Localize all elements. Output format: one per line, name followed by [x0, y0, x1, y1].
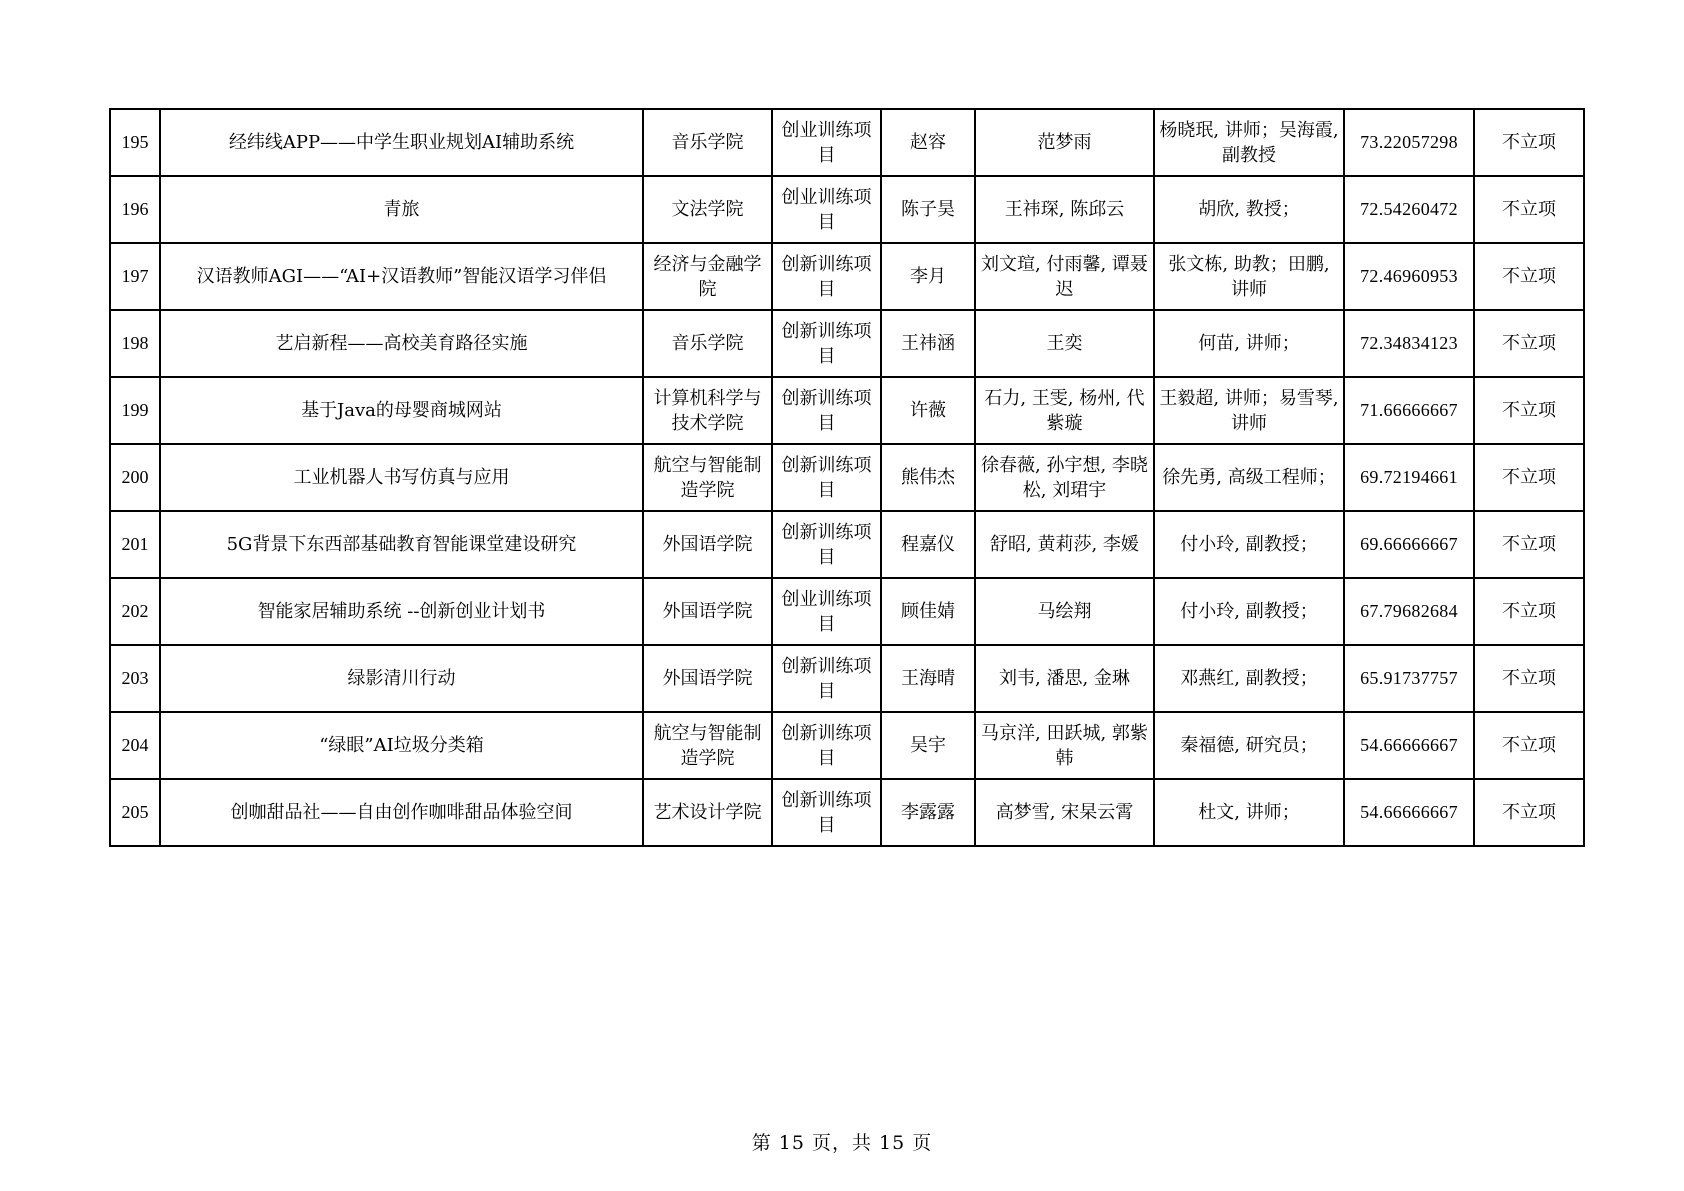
advisor-info-cell: 秦福德, 研究员；: [1154, 712, 1344, 779]
advisor-info-cell: 徐先勇, 高级工程师；: [1154, 444, 1344, 511]
college-name-cell: 外国语学院: [643, 645, 772, 712]
team-members-cell: 刘文瑄, 付雨馨, 谭聂迟: [975, 243, 1154, 310]
team-members-cell: 高梦雪, 宋杲云霄: [975, 779, 1154, 846]
review-score-cell: 71.66666667: [1344, 377, 1474, 444]
college-name-cell: 外国语学院: [643, 578, 772, 645]
advisor-info-cell: 付小玲, 副教授；: [1154, 511, 1344, 578]
review-score-cell: 72.46960953: [1344, 243, 1474, 310]
approval-result-cell: 不立项: [1474, 779, 1584, 846]
team-members-cell: 王奕: [975, 310, 1154, 377]
team-members-cell: 王祎琛, 陈邱云: [975, 176, 1154, 243]
approval-result-cell: 不立项: [1474, 444, 1584, 511]
project-leader-cell: 李露露: [881, 779, 975, 846]
project-type-cell: 创新训练项目: [772, 444, 881, 511]
project-type-cell: 创新训练项目: [772, 377, 881, 444]
project-type-cell: 创新训练项目: [772, 310, 881, 377]
college-name-cell: 文法学院: [643, 176, 772, 243]
review-score-cell: 54.66666667: [1344, 712, 1474, 779]
team-members-cell: 马京洋, 田跃城, 郭紫韩: [975, 712, 1154, 779]
table-row: [110, 645, 1584, 712]
advisor-info-cell: 杨晓珉, 讲师；吴海霞, 副教授: [1154, 109, 1344, 176]
approval-result-cell: 不立项: [1474, 243, 1584, 310]
project-name-cell: 绿影清川行动: [160, 645, 643, 712]
page-number-footer: 第 15 页，共 15 页: [751, 1132, 933, 1154]
project-leader-cell: 王海晴: [881, 645, 975, 712]
college-name-cell: 航空与智能制造学院: [643, 444, 772, 511]
row-number-cell: 203: [110, 645, 160, 712]
row-number-cell: 195: [110, 109, 160, 176]
team-members-cell: 刘韦, 潘思, 金琳: [975, 645, 1154, 712]
advisor-info-cell: 付小玲, 副教授；: [1154, 578, 1344, 645]
advisor-info-cell: 胡欣, 教授；: [1154, 176, 1344, 243]
project-type-cell: 创业训练项目: [772, 109, 881, 176]
table-row: [110, 310, 1584, 377]
advisor-info-cell: 王毅超, 讲师；易雪琴, 讲师: [1154, 377, 1344, 444]
project-leader-cell: 陈子昊: [881, 176, 975, 243]
review-score-cell: 67.79682684: [1344, 578, 1474, 645]
table-row: [110, 444, 1584, 511]
team-members-cell: 石力, 王雯, 杨州, 代紫璇: [975, 377, 1154, 444]
college-name-cell: 艺术设计学院: [643, 779, 772, 846]
project-type-cell: 创业训练项目: [772, 176, 881, 243]
project-name-cell: 青旅: [160, 176, 643, 243]
project-name-cell: “绿眼”AI垃圾分类箱: [160, 712, 643, 779]
team-members-cell: 范梦雨: [975, 109, 1154, 176]
table-row: [110, 511, 1584, 578]
college-name-cell: 经济与金融学院: [643, 243, 772, 310]
college-name-cell: 航空与智能制造学院: [643, 712, 772, 779]
table-row: [110, 377, 1584, 444]
project-name-cell: 汉语教师AGI——“AI+汉语教师”智能汉语学习伴侣: [160, 243, 643, 310]
review-score-cell: 69.66666667: [1344, 511, 1474, 578]
table-row: [110, 779, 1584, 846]
team-members-cell: 舒昭, 黄莉莎, 李媛: [975, 511, 1154, 578]
advisor-info-cell: 杜文, 讲师；: [1154, 779, 1344, 846]
project-leader-cell: 李月: [881, 243, 975, 310]
approval-result-cell: 不立项: [1474, 176, 1584, 243]
table-row: [110, 712, 1584, 779]
advisor-info-cell: 张文栋, 助教；田鹏, 讲师: [1154, 243, 1344, 310]
row-number-cell: 201: [110, 511, 160, 578]
project-type-cell: 创新训练项目: [772, 243, 881, 310]
college-name-cell: 音乐学院: [643, 310, 772, 377]
college-name-cell: 计算机科学与技术学院: [643, 377, 772, 444]
approval-result-cell: 不立项: [1474, 578, 1584, 645]
project-name-cell: 智能家居辅助系统 --创新创业计划书: [160, 578, 643, 645]
advisor-info-cell: 邓燕红, 副教授；: [1154, 645, 1344, 712]
project-leader-cell: 王祎涵: [881, 310, 975, 377]
approval-result-cell: 不立项: [1474, 310, 1584, 377]
row-number-cell: 196: [110, 176, 160, 243]
project-leader-cell: 顾佳婧: [881, 578, 975, 645]
row-number-cell: 199: [110, 377, 160, 444]
row-number-cell: 202: [110, 578, 160, 645]
project-name-cell: 创咖甜品社——自由创作咖啡甜品体验空间: [160, 779, 643, 846]
project-name-cell: 经纬线APP——中学生职业规划AI辅助系统: [160, 109, 643, 176]
approval-result-cell: 不立项: [1474, 712, 1584, 779]
project-name-cell: 艺启新程——高校美育路径实施: [160, 310, 643, 377]
row-number-cell: 198: [110, 310, 160, 377]
review-score-cell: 72.54260472: [1344, 176, 1474, 243]
approval-result-cell: 不立项: [1474, 511, 1584, 578]
advisor-info-cell: 何苗, 讲师；: [1154, 310, 1344, 377]
project-type-cell: 创新训练项目: [772, 712, 881, 779]
table-row: [110, 578, 1584, 645]
project-leader-cell: 熊伟杰: [881, 444, 975, 511]
project-leader-cell: 吴宇: [881, 712, 975, 779]
project-type-cell: 创新训练项目: [772, 645, 881, 712]
row-number-cell: 200: [110, 444, 160, 511]
row-number-cell: 205: [110, 779, 160, 846]
college-name-cell: 音乐学院: [643, 109, 772, 176]
table-row: [110, 176, 1584, 243]
review-score-cell: 69.72194661: [1344, 444, 1474, 511]
project-name-cell: 工业机器人书写仿真与应用: [160, 444, 643, 511]
table-row: [110, 243, 1584, 310]
approval-result-cell: 不立项: [1474, 645, 1584, 712]
row-number-cell: 197: [110, 243, 160, 310]
project-name-cell: 5G背景下东西部基础教育智能课堂建设研究: [160, 511, 643, 578]
review-score-cell: 72.34834123: [1344, 310, 1474, 377]
review-score-cell: 54.66666667: [1344, 779, 1474, 846]
project-leader-cell: 许薇: [881, 377, 975, 444]
review-score-cell: 65.91737757: [1344, 645, 1474, 712]
project-type-cell: 创新训练项目: [772, 779, 881, 846]
project-name-cell: 基于Java的母婴商城网站: [160, 377, 643, 444]
project-leader-cell: 赵容: [881, 109, 975, 176]
project-results-table: [109, 108, 1585, 847]
approval-result-cell: 不立项: [1474, 109, 1584, 176]
team-members-cell: 马绘翔: [975, 578, 1154, 645]
project-type-cell: 创业训练项目: [772, 578, 881, 645]
team-members-cell: 徐春薇, 孙宇想, 李晓松, 刘珺宇: [975, 444, 1154, 511]
college-name-cell: 外国语学院: [643, 511, 772, 578]
project-leader-cell: 程嘉仪: [881, 511, 975, 578]
table-body: [110, 109, 1584, 846]
project-type-cell: 创新训练项目: [772, 511, 881, 578]
table-row: [110, 109, 1584, 176]
row-number-cell: 204: [110, 712, 160, 779]
approval-result-cell: 不立项: [1474, 377, 1584, 444]
review-score-cell: 73.22057298: [1344, 109, 1474, 176]
